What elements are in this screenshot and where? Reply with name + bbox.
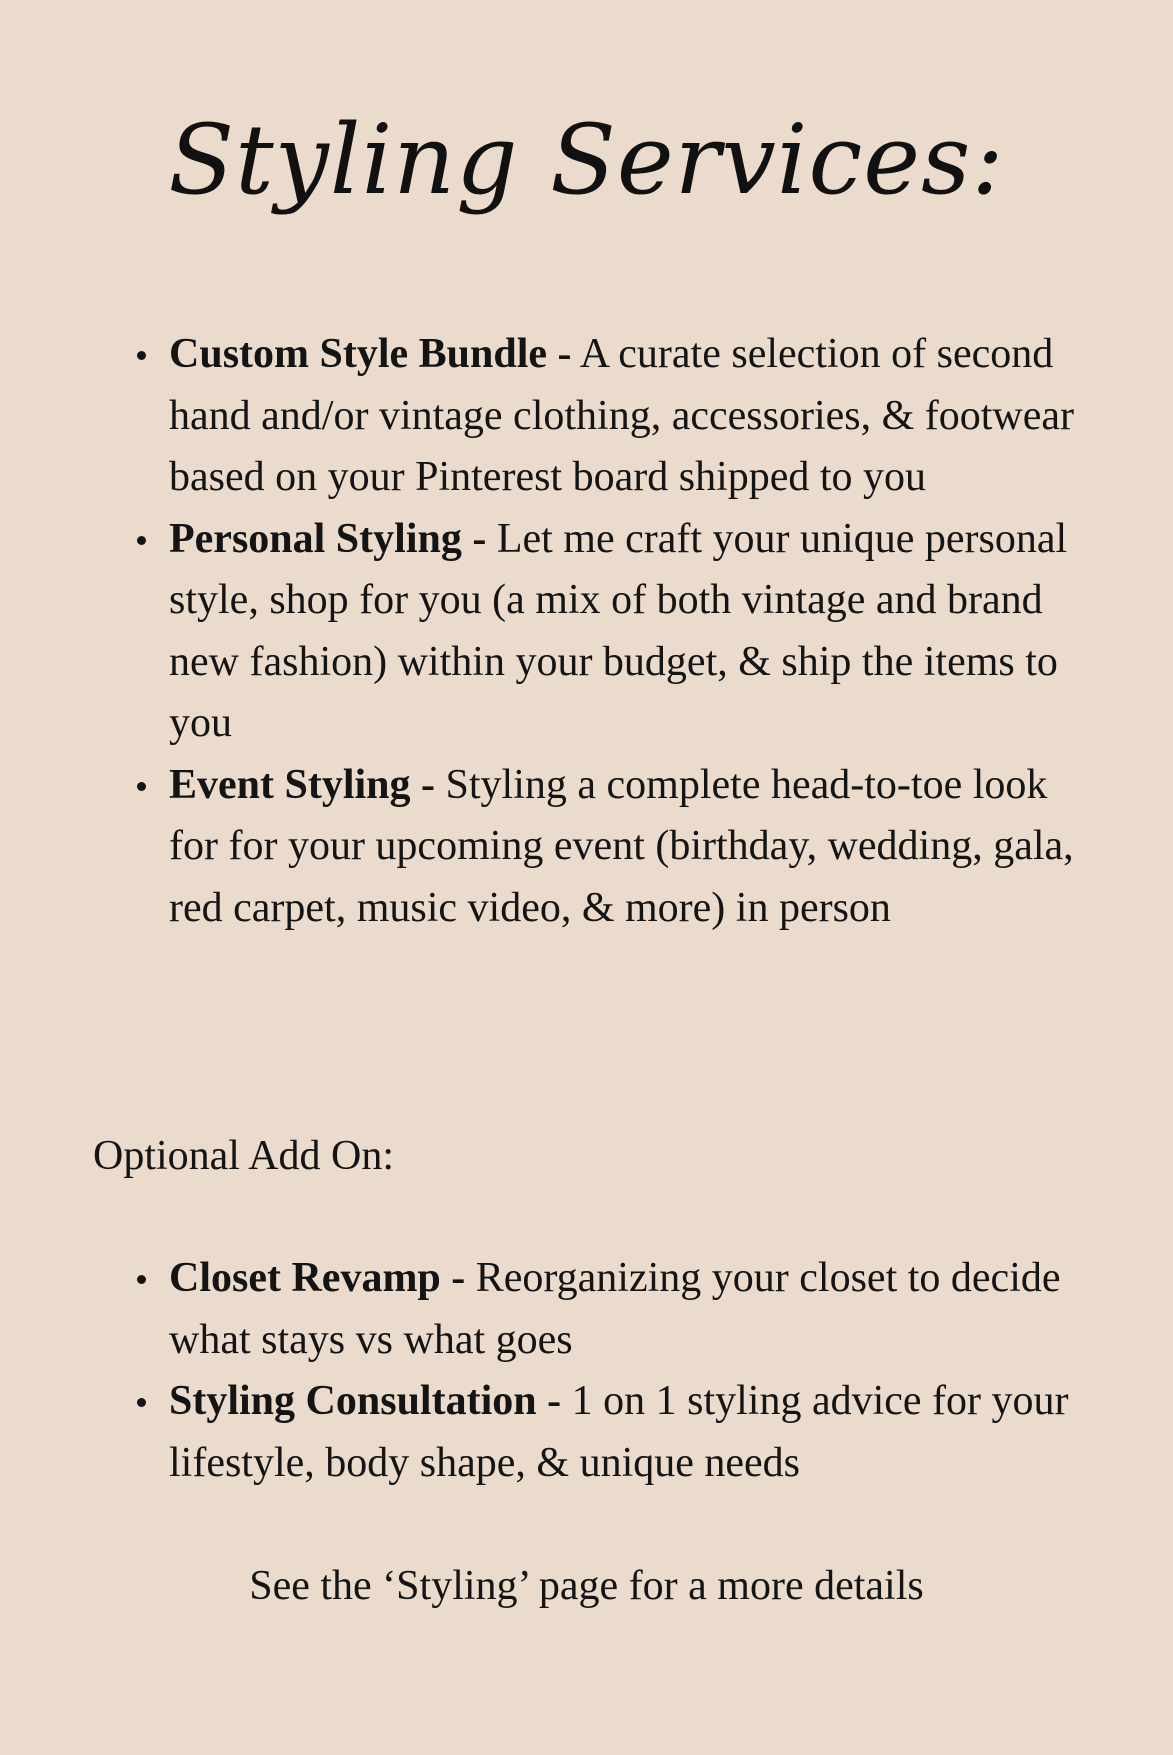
addon-description: 1 on 1 styling advice for your lifestyle, body shape, & unique needs bbox=[169, 1378, 1069, 1486]
list-item-event-styling bbox=[169, 755, 1079, 940]
list-item-closet-revamp bbox=[169, 1248, 1079, 1371]
list-item-styling-consultation bbox=[169, 1371, 1079, 1494]
service-description: Styling a complete head-to-toe look for for your upcoming event (birthday, wedding, gala, red carpet, music video, & more) in person bbox=[169, 761, 1074, 931]
optional-add-on-heading: Optional Add On: bbox=[93, 1133, 394, 1179]
addon-description: Reorganizing your closet to decide what stays vs what goes bbox=[169, 1255, 1061, 1363]
service-description: A curate selection of second hand and/or vintage clothing, accessories, & footwear based on your Pinterest board shipped to you bbox=[169, 331, 1075, 500]
addon-label: Styling Consultation - bbox=[169, 1378, 562, 1424]
service-label: Personal Styling - bbox=[169, 515, 487, 562]
service-description: Let me craft your unique personal style, shop for you (a mix of both vintage and brand new fashion) within your budget, & ship the items to you bbox=[169, 515, 1068, 746]
addon-label: Closet Revamp - bbox=[169, 1255, 466, 1301]
addons-list bbox=[169, 1248, 1079, 1494]
services-list bbox=[169, 324, 1079, 939]
list-item-personal-styling bbox=[169, 509, 1079, 755]
service-label: Custom Style Bundle - bbox=[169, 331, 572, 377]
list-item-custom-style-bundle bbox=[169, 324, 1079, 509]
page-title: Styling Services: bbox=[168, 104, 1005, 216]
footer-note: See the ‘Styling’ page for a more details bbox=[249, 1563, 924, 1609]
service-label: Event Styling - bbox=[169, 761, 436, 808]
